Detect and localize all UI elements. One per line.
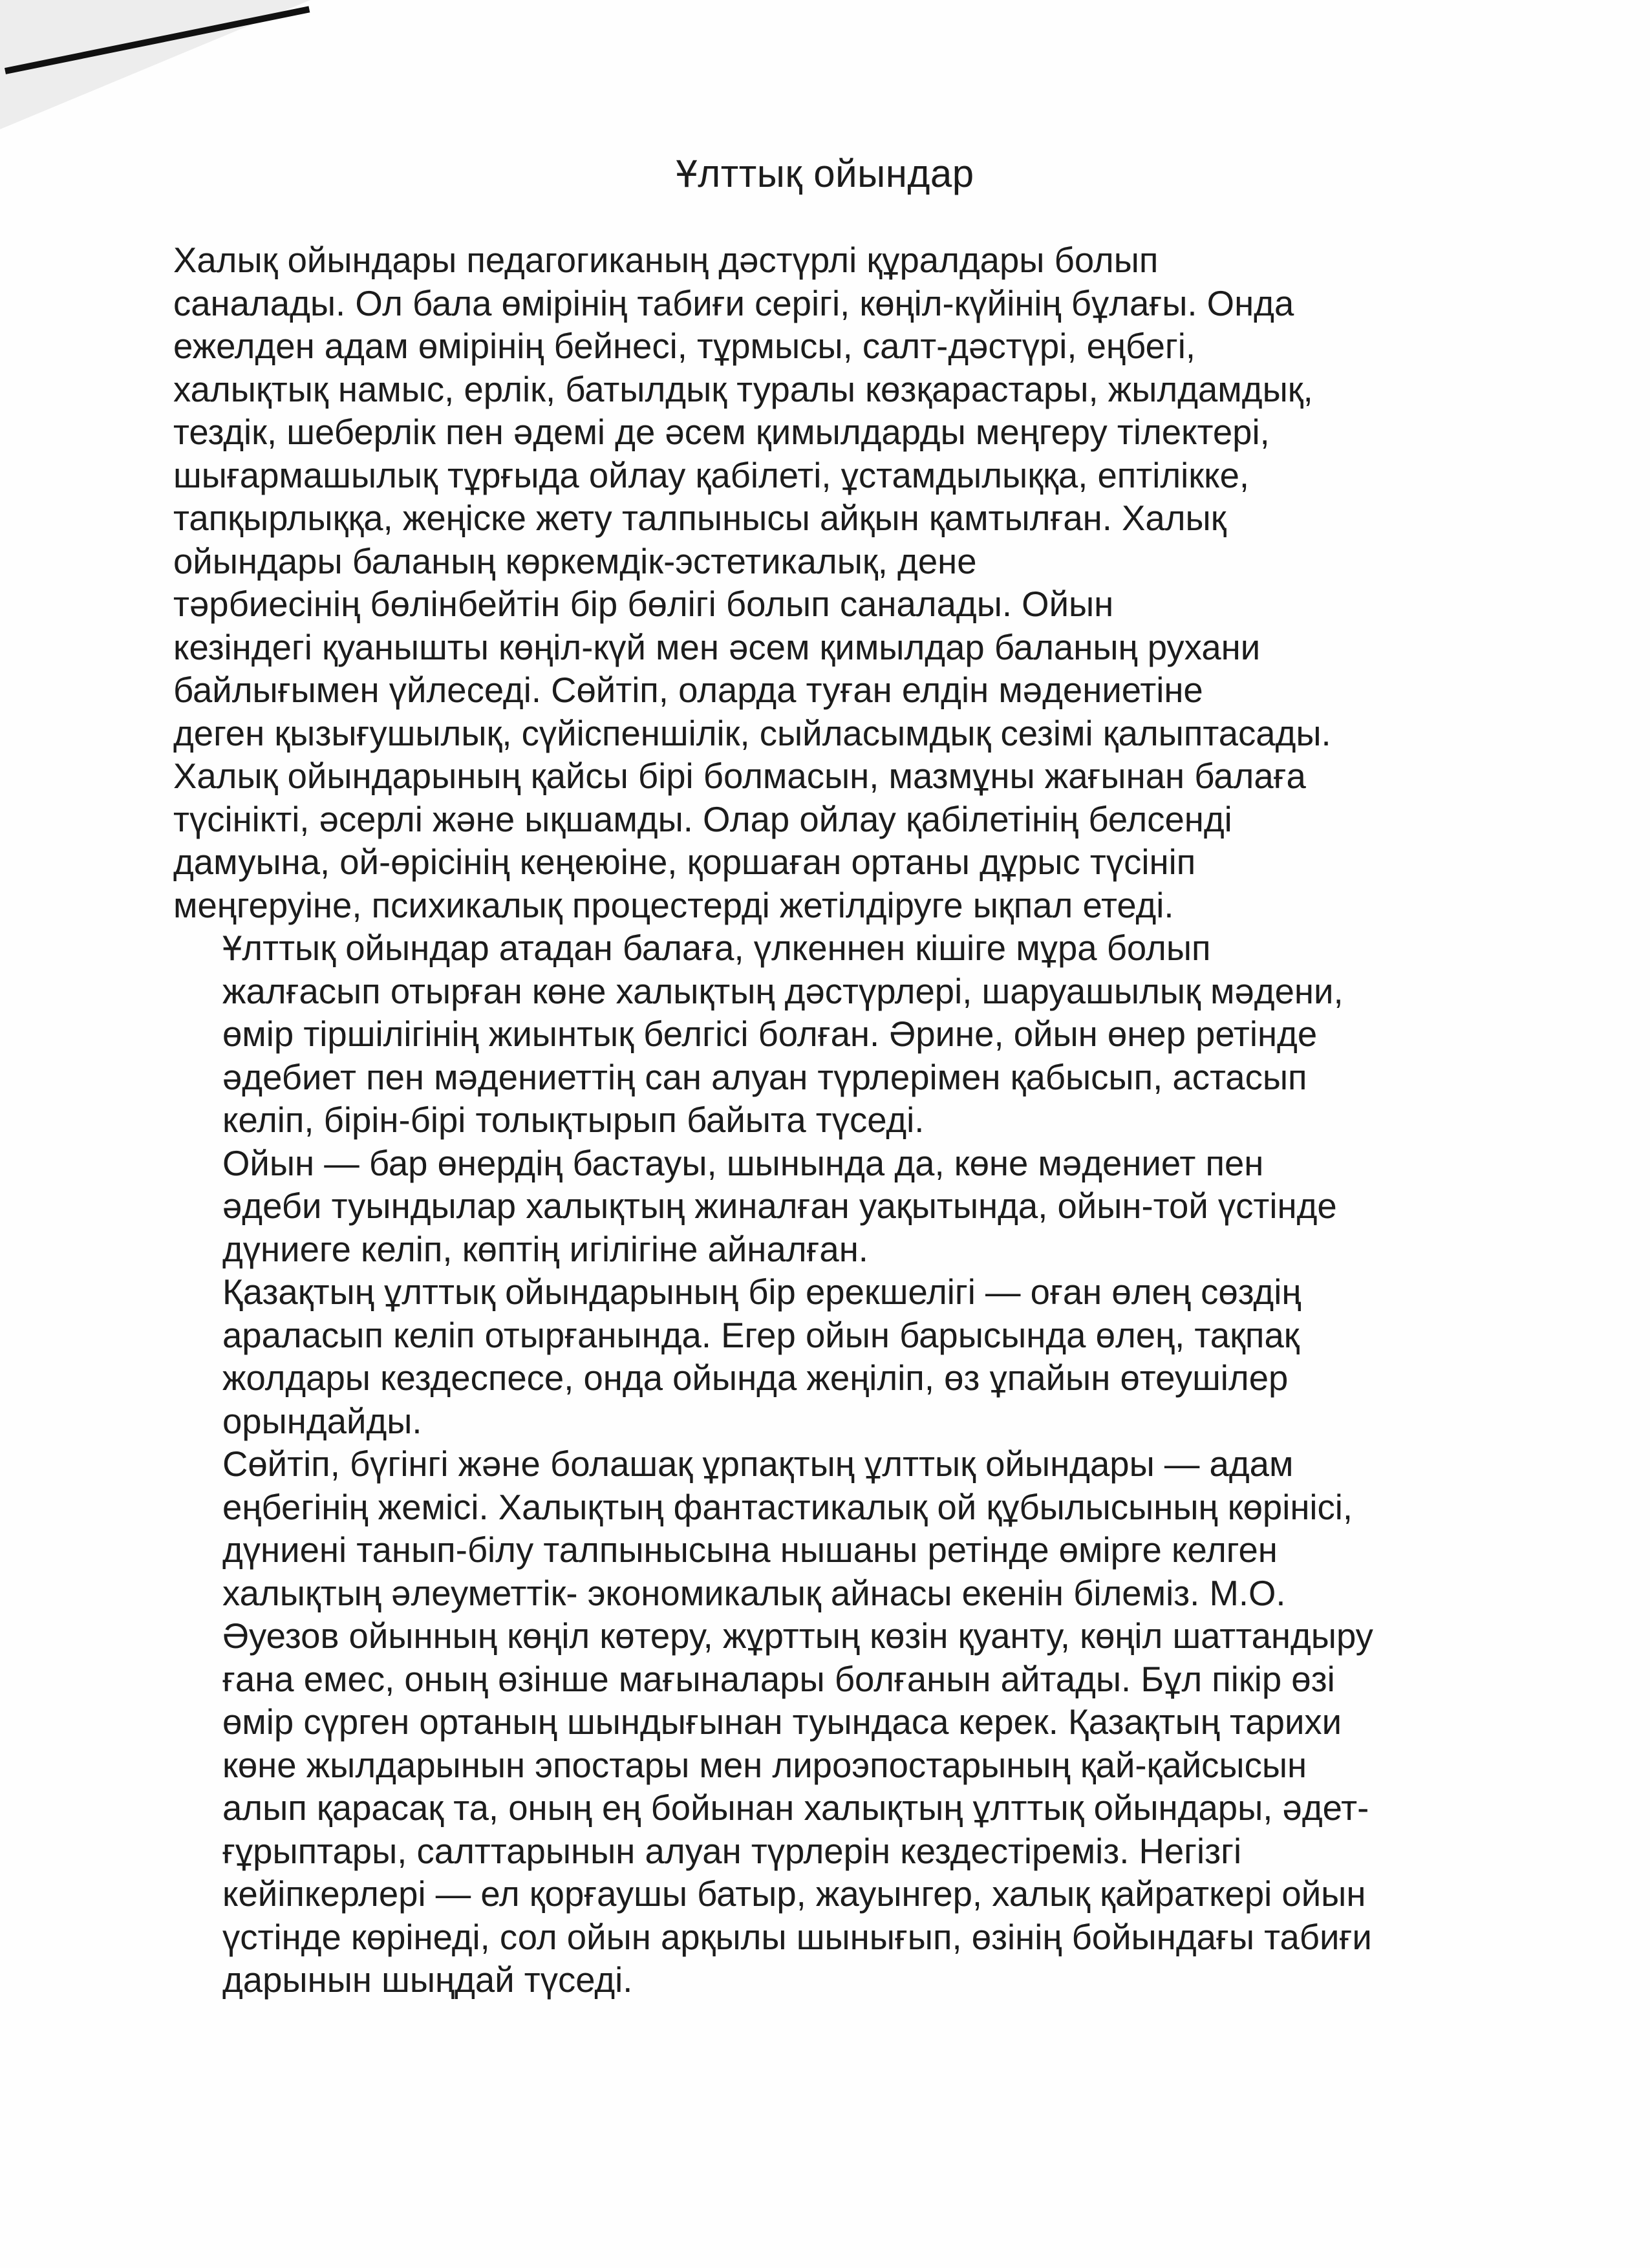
text-line: әдебиет пен мәдениеттің сан алуан түрлерімен қабысып, астасып <box>222 1057 1307 1097</box>
text-line: орындайды. <box>222 1401 422 1441</box>
text-line: дамуына, ой-өрісінің кеңеюіне, қоршаған ортаны дұрыс түсініп <box>173 842 1196 882</box>
text-line: өмір тіршілігінің жиынтық белгісі болған. Әрине, ойын өнер ретінде <box>222 1014 1318 1054</box>
text-line: ежелден адам өмірінің бейнесі, тұрмысы, салт-дәстүрі, еңбегі, <box>173 326 1196 366</box>
text-line: тездік, шеберлік пен әдемі де әсем қимылдарды меңгеру тілектері, <box>173 412 1270 452</box>
text-line: Ойын — бар өнердің бастауы, шынында да, көне мәдениет пен <box>222 1143 1264 1183</box>
text-line: дарынын шыңдай түседі. <box>222 1960 633 2000</box>
text-line: шығармашылық тұрғыда ойлау қабілеті, ұстамдылыққа, ептілікке, <box>173 455 1250 495</box>
paragraph-3 <box>173 1142 1402 1272</box>
text-line: дүниеге келіп, көптің игілігіне айналған. <box>222 1229 868 1269</box>
page-title: Ұлттық ойындар <box>676 152 974 195</box>
text-line: дүниені танып-білу талпынысына нышаны ретінде өмірге келген <box>222 1530 1278 1570</box>
text-line: саналады. Ол бала өмірінің табиғи серігі, көңіл-күйінің бұлағы. Онда <box>173 283 1294 323</box>
text-line: келіп, бірін-бірі толықтырып байыта түседі. <box>222 1100 925 1140</box>
text-line: тапқырлыққа, жеңіске жету талпынысы айқын қамтылған. Халық <box>173 498 1227 538</box>
text-line: түсінікті, әсерлі және ықшамды. Олар ойлау қабілетінің белсенді <box>173 799 1232 839</box>
text-line: деген қызығушылық, сүйіспеншілік, сыйласымдық сезімі қалыптасады. <box>173 713 1331 753</box>
text-line: байлығымен үйлеседі. Сөйтіп, оларда туған елдін мәдениетіне <box>173 670 1203 710</box>
text-line: әдеби туындылар халықтың жиналған уақытында, ойын-той үстінде <box>222 1186 1337 1226</box>
text-line: ойындары баланың көркемдік-эстетикалық, дене <box>173 541 977 581</box>
text-line: Халық ойындарының қайсы бірі болмасын, мазмұны жағынан балаға <box>173 756 1306 796</box>
text-line: халықтық намыс, ерлік, батылдық туралы көзқарастары, жылдамдық, <box>173 369 1313 409</box>
text-line: көне жылдарынын эпостары мен лироэпостарының қай-қайсысын <box>222 1745 1307 1785</box>
paragraph-4 <box>173 1271 1402 1443</box>
text-line: Халық ойындары педагогиканың дәстүрлі құралдары болып <box>173 241 1159 280</box>
text-line: өмір сүрген ортаның шындығынан туындаса керек. Қазақтың тарихи <box>222 1702 1342 1742</box>
text-line: араласып келіп отырғанында. Егер ойын барысында өлең, тақпақ <box>222 1315 1300 1355</box>
text-line: кезіндегі қуанышты көңіл-күй мен әсем қимылдар баланың рухани <box>173 627 1261 667</box>
text-line: Сөйтіп, бүгінгі және болашақ ұрпақтың ұлттық ойындары — адам <box>222 1444 1294 1484</box>
text-line: еңбегінің жемісі. Халықтың фантастикалық ой құбылысының көрінісі, <box>222 1487 1353 1527</box>
text-line: үстінде көрінеді, сол ойын арқылы шынығып, өзінің бойындағы табиғи <box>222 1917 1372 1957</box>
text-line: кейіпкерлері — ел қорғаушы батыр, жауынгер, халық қайраткері ойын <box>222 1874 1366 1914</box>
body-text <box>173 239 1402 2002</box>
text-line: ғұрыптары, салттарынын алуан түрлерін кездестіреміз. Негізгі <box>222 1831 1242 1871</box>
text-line: ғана емес, оның өзінше мағыналары болғанын айтады. Бұл пікір өзі <box>222 1659 1335 1699</box>
text-line: жолдары кездеспесе, онда ойында жеңіліп, өз ұпайын өтеушілер <box>222 1358 1289 1398</box>
text-line: алып қарасақ та, оның ең бойынан халықтың ұлттық ойындары, әдет- <box>222 1788 1369 1828</box>
text-line: халықтың әлеуметтік- экономикалық айнасы екенін білеміз. М.О. <box>222 1573 1286 1613</box>
text-line: Ұлттық ойындар атадан балаға, үлкеннен кішіге мұра болып <box>222 928 1211 968</box>
paragraph-2 <box>173 927 1402 1142</box>
text-line: Әуезов ойынның көңіл көтеру, жұрттың көзін қуанту, көңіл шаттандыру <box>222 1616 1373 1656</box>
text-line: Қазақтың ұлттық ойындарының бір ерекшелігі — оған өлең сөздің <box>222 1272 1302 1312</box>
text-line: меңгеруіне, психикалық процестерді жетілдіруге ықпал етеді. <box>173 885 1174 925</box>
text-line: жалғасып отырған көне халықтың дәстүрлері, шаруашылық мәдени, <box>222 971 1344 1011</box>
paragraph-5 <box>173 1443 1402 2002</box>
paragraph-1 <box>173 239 1402 927</box>
text-line: тәрбиесінің бөлінбейтін бір бөлігі болып саналады. Ойын <box>173 584 1114 624</box>
